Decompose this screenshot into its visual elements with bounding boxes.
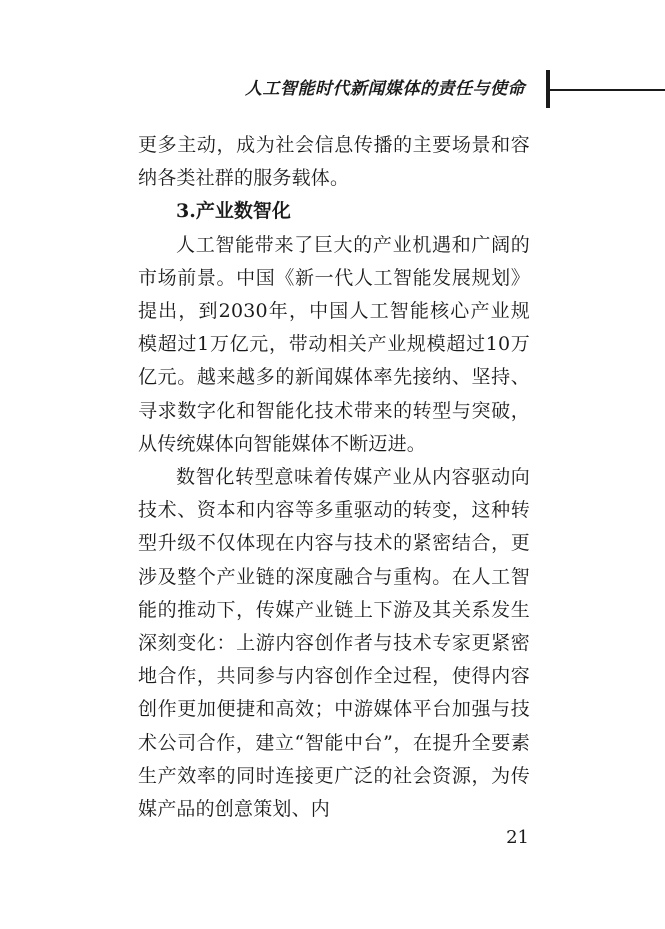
paragraph-1: 人工智能带来了巨大的产业机遇和广阔的市场前景。中国《新一代人工智能发展规划》提出，到2030年，中国人工智能核心产业规模超过1万亿元，带动相关产业规模超过10万亿元。越来越多的新闻媒体率先接纳、坚持、寻求数字化和智能化技术带来的转型与突破，从传统媒体向智能媒体不断迈进。	[138, 233, 530, 455]
page-number: 21	[506, 827, 529, 848]
running-head-title: 人工智能时代新闻媒体的责任与使命	[245, 79, 525, 99]
paragraph-continued: 更多主动，成为社会信息传播的主要场景和容纳各类社群的服务载体。	[138, 134, 530, 190]
section-heading: 3.产业数智化	[176, 200, 291, 223]
page-body	[138, 129, 530, 826]
running-header	[0, 78, 665, 108]
paragraph-2: 数智化转型意味着传媒产业从内容驱动向技术、资本和内容等多重驱动的转变，这种转型升级不仅体现在内容与技术的紧密结合，更涉及整个产业链的深度融合与重构。在人工智能的推动下，传媒产业链上下游及其关系发生深刻变化：上游内容创作者与技术专家更紧密地合作，共同参与内容创作全过程，使得内容创作更加便捷和高效；中游媒体平台加强与技术公司合作，建立“智能中台”，在提升全要素生产效率的同时连接更广泛的社会资源，为传媒产品的创意策划、内	[138, 466, 530, 821]
header-rule-line	[550, 89, 665, 91]
